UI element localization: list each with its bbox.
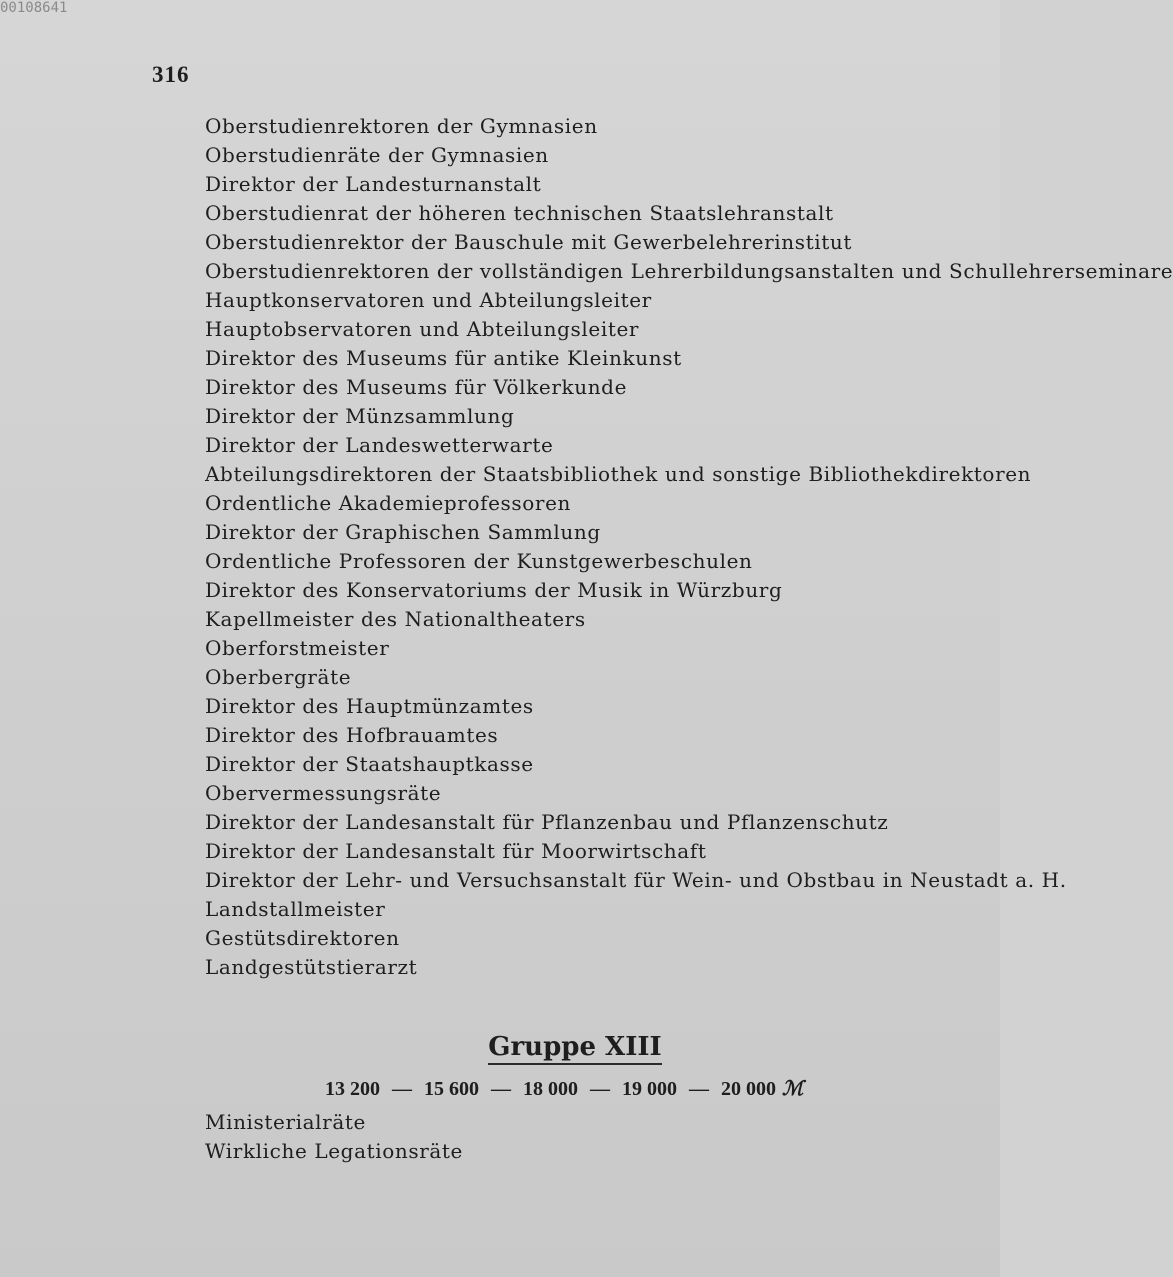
list-item: Direktor des Hauptmünzamtes xyxy=(205,694,534,718)
list-item: Direktor der Landesanstalt für Pflanzenbau und Pflanzenschutz xyxy=(205,810,889,834)
list-item: Ordentliche Professoren der Kunstgewerbeschulen xyxy=(205,549,753,573)
list-item: Abteilungsdirektoren der Staatsbibliothek und sonstige Bibliothekdirektoren xyxy=(205,462,1032,486)
list-item: Direktor der Staatshauptkasse xyxy=(205,752,534,776)
scan-id-mark: 00108641 xyxy=(0,0,68,16)
list-item: Landgestütstierarzt xyxy=(205,955,418,979)
salary-separator: — xyxy=(689,1078,709,1100)
salary-step: 13 200 xyxy=(325,1078,380,1100)
page-number: 316 xyxy=(152,62,190,87)
currency-mark: ℳ xyxy=(782,1078,804,1100)
list-item: Direktor der Münzsammlung xyxy=(205,404,515,428)
list-item: Oberforstmeister xyxy=(205,636,390,660)
list-item: Direktor der Landeswetterwarte xyxy=(205,433,554,457)
list-item: Obervermessungsräte xyxy=(205,781,442,805)
salary-separator: — xyxy=(590,1078,610,1100)
list-item: Direktor des Hofbrauamtes xyxy=(205,723,499,747)
salary-step: 19 000 xyxy=(622,1078,677,1100)
list-item: Wirkliche Legationsräte xyxy=(205,1139,463,1163)
list-item: Landstallmeister xyxy=(205,897,386,921)
list-item: Oberstudienräte der Gymnasien xyxy=(205,143,549,167)
list-item: Direktor der Landesturnanstalt xyxy=(205,172,542,196)
list-item: Direktor der Landesanstalt für Moorwirtschaft xyxy=(205,839,707,863)
list-item: Ordentliche Akademieprofessoren xyxy=(205,491,571,515)
list-item: Oberstudienrektoren der Gymnasien xyxy=(205,114,598,138)
list-item: Oberstudienrat der höheren technischen Staatslehranstalt xyxy=(205,201,834,225)
salary-step: 15 600 xyxy=(424,1078,479,1100)
list-item: Direktor des Museums für Völkerkunde xyxy=(205,375,628,399)
salary-step: 18 000 xyxy=(523,1078,578,1100)
salary-separator: — xyxy=(392,1078,412,1100)
list-item: Hauptobservatoren und Abteilungsleiter xyxy=(205,317,640,341)
list-item: Hauptkonservatoren und Abteilungsleiter xyxy=(205,288,652,312)
list-item: Oberstudienrektor der Bauschule mit Gewerbelehrerinstitut xyxy=(205,230,853,254)
salary-separator: — xyxy=(491,1078,511,1100)
list-item: Oberstudienrektoren der vollständigen Lehrerbildungsanstalten und Schullehrerseminare xyxy=(205,259,1173,283)
salary-step: 20 000 xyxy=(721,1078,776,1100)
list-item: Gestütsdirektoren xyxy=(205,926,400,950)
list-item: Direktor der Lehr- und Versuchsanstalt für Wein- und Obstbau in Neustadt a. H. xyxy=(205,868,1067,892)
list-item: Direktor der Graphischen Sammlung xyxy=(205,520,601,544)
list-item: Direktor des Konservatoriums der Musik in Würzburg xyxy=(205,578,783,602)
group-entry-list xyxy=(205,1108,463,1166)
entry-list xyxy=(205,112,1173,982)
salary-scale xyxy=(325,1076,803,1101)
list-item: Kapellmeister des Nationaltheaters xyxy=(205,607,586,631)
group-heading xyxy=(0,1032,1000,1062)
group-title: Gruppe XIII xyxy=(488,1032,661,1065)
list-item: Ministerialräte xyxy=(205,1110,366,1134)
list-item: Oberbergräte xyxy=(205,665,352,689)
list-item: Direktor des Museums für antike Kleinkunst xyxy=(205,346,682,370)
